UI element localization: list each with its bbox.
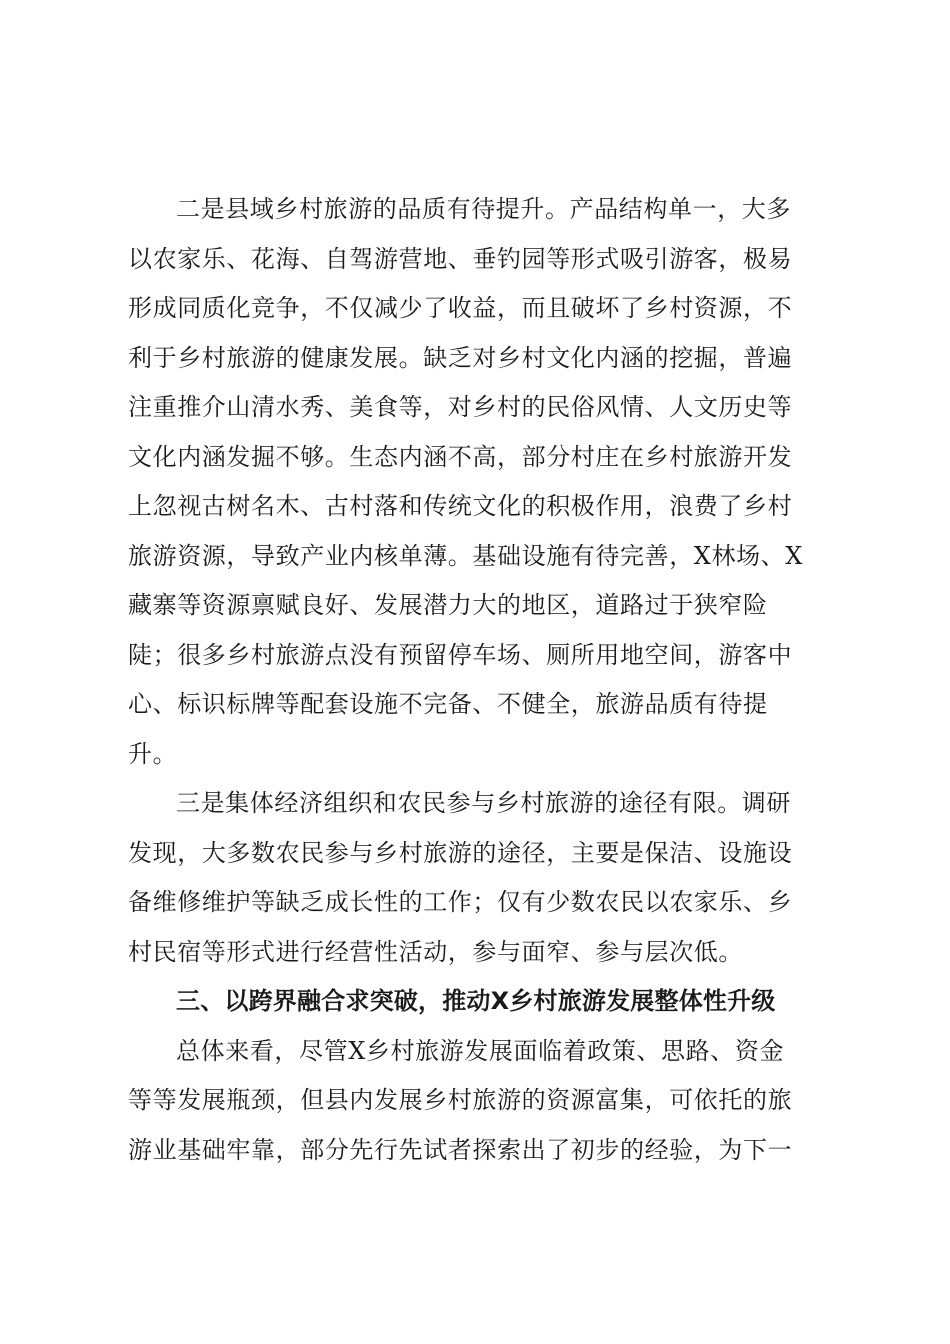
text-line: 藏寨等资源禀赋良好、发展潜力大的地区，道路过于狭窄险 [128,591,768,619]
document-body [128,185,824,1175]
text-line: 二是县域乡村旅游的品质有待提升。产品结构单一，大多 [176,195,791,223]
text-line: 总体来看，尽管X乡村旅游发展面临着政策、思路、资金 [176,1036,785,1065]
paragraph-quality [128,185,824,779]
text-line: 等等发展瓶颈，但县内发展乡村旅游的资源富集，可依托的旅 [128,1086,793,1114]
text-line: 文化内涵发掘不够。生态内涵不高，部分村庄在乡村旅游开发 [128,442,793,471]
text-line: 心、标识标牌等配套设施不完备、不健全，旅游品质有待提 [128,690,768,718]
text-line: 发现，大多数农民参与乡村旅游的途径，主要是保洁、设施设 [128,838,793,867]
text-line: 三是集体经济组织和农民参与乡村旅游的途径有限。调研 [176,789,791,817]
text-line: 上忽视古树名木、古村落和传统文化的积极作用，浪费了乡村 [128,492,793,520]
text-line: 旅游资源，导致产业内核单薄。基础设施有待完善，X林场、X [128,541,803,570]
text-line: 村民宿等形式进行经营性活动，参与面窄、参与层次低。 [128,937,743,966]
text-line: 陡；很多乡村旅游点没有预留停车场、厕所用地空间，游客中 [128,640,793,669]
text-line: 利于乡村旅游的健康发展。缺乏对乡村文化内涵的挖掘，普遍 [128,343,793,372]
text-line: 游业基础牢靠，部分先行先试者探索出了初步的经验，为下一 [128,1135,793,1164]
text-line: 以农家乐、花海、自驾游营地、垂钓园等形式吸引游客，极易 [128,244,793,273]
text-line: 升。 [128,739,178,768]
text-line: 备维修维护等缺乏成长性的工作；仅有少数农民以农家乐、乡 [128,888,793,916]
paragraph-participation [128,779,824,977]
text-line: 注重推介山清水秀、美食等，对乡村的民俗风情、人文历史等 [128,393,793,421]
section-heading: 三、以跨界融合求突破，推动X乡村旅游发展整体性升级 [176,987,776,1015]
text-line: 形成同质化竞争，不仅减少了收益，而且破坏了乡村资源，不 [128,294,793,322]
paragraph-overview [128,1027,824,1176]
